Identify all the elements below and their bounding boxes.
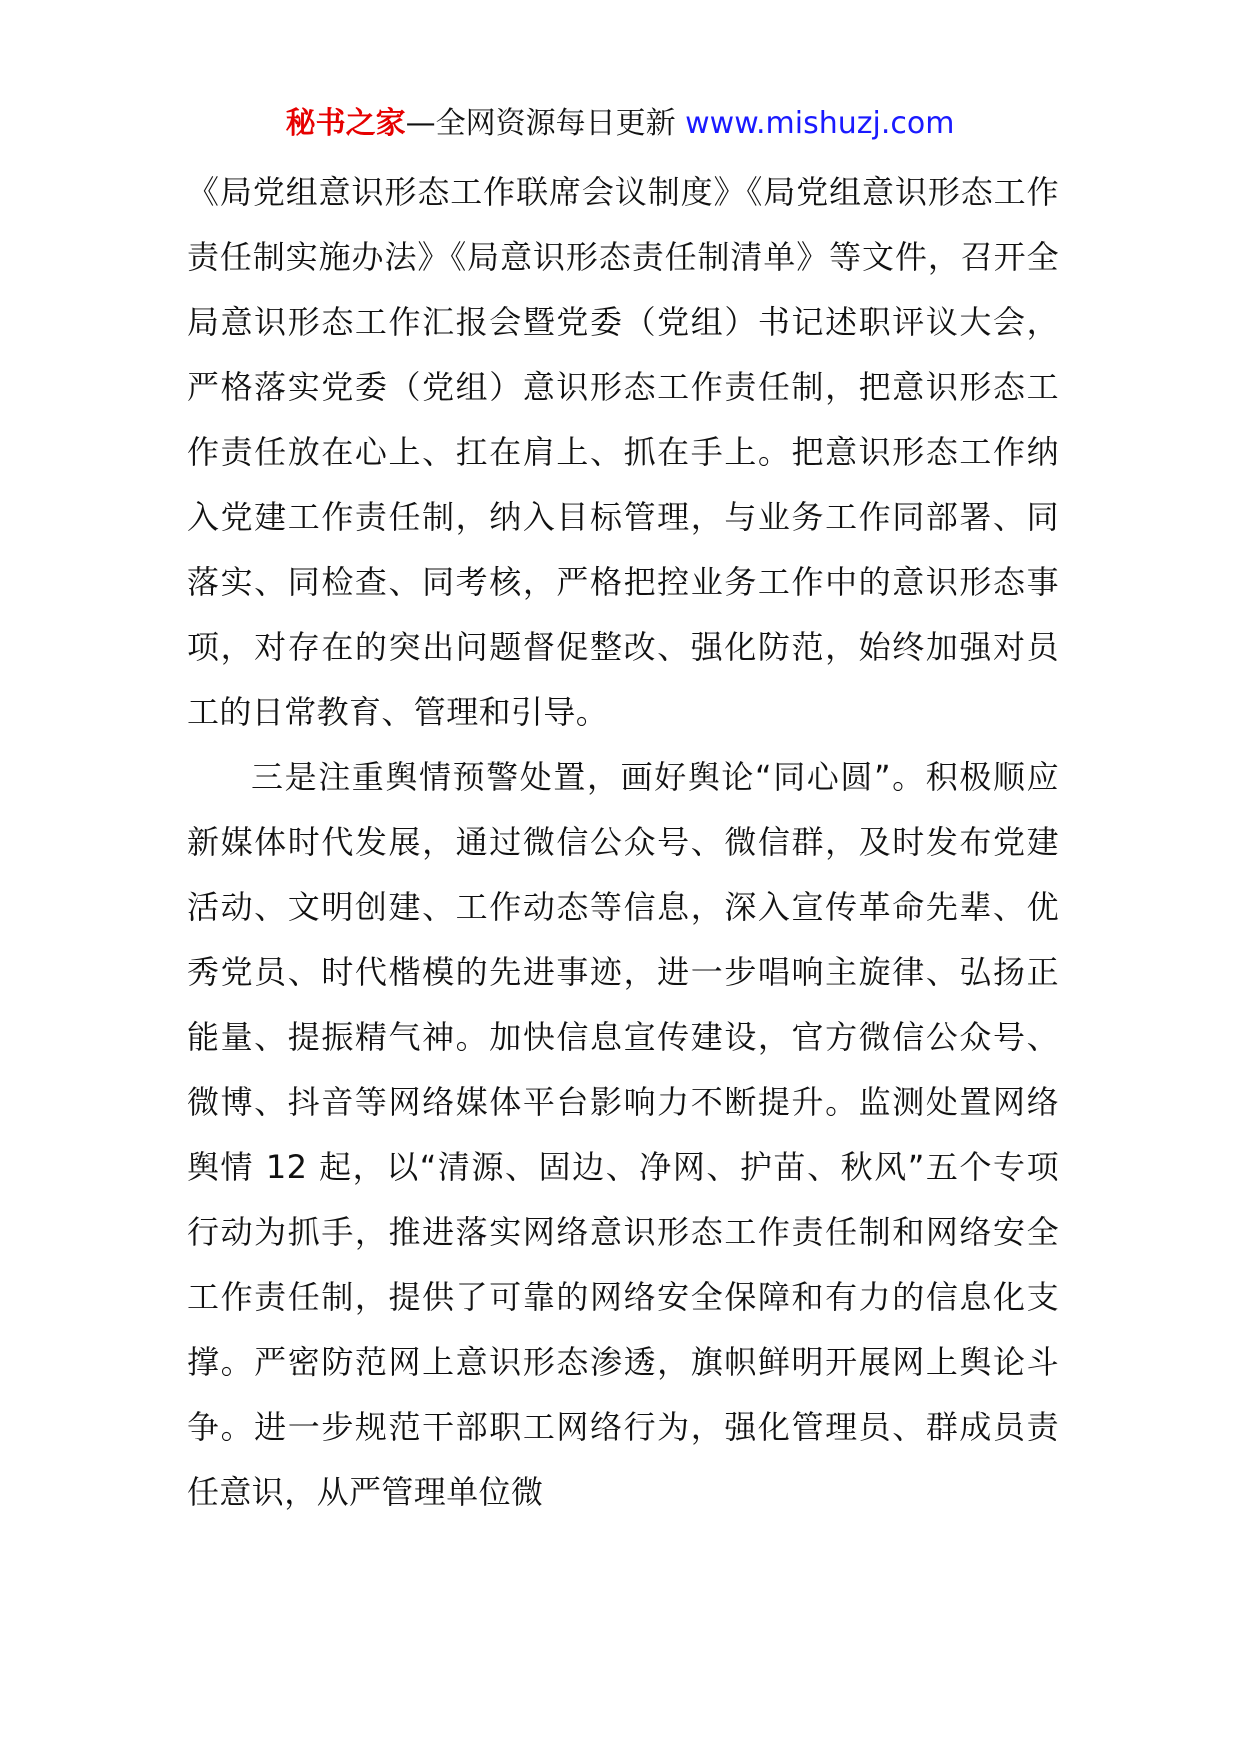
brand-name: 秘书之家	[285, 106, 406, 141]
document-body	[187, 160, 1059, 1525]
header-tagline: —全网资源每日更新	[405, 106, 676, 141]
website-link[interactable]: www.mishuzj.com	[685, 106, 955, 141]
paragraph-continued: 《局党组意识形态工作联席会议制度》《局党组意识形态工作责任制实施办法》《局意识形态责任制清单》等文件，召开全局意识形态工作汇报会暨党委（党组）书记述职评议大会，严格落实党委（党组）意识形态工作责任制，把意识形态工作责任放在心上、扛在肩上、抓在手上。把意识形态工作纳入党建工作责任制，纳入目标管理，与业务工作同部署、同落实、同检查、同考核，严格把控业务工作中的意识形态事项，对存在的突出问题督促整改、强化防范，始终加强对员工的日常教育、管理和引导。	[187, 173, 1059, 731]
paragraph-sentiment-warning: 三是注重舆情预警处置，画好舆论“同心圆”。积极顺应新媒体时代发展，通过微信公众号、微信群，及时发布党建活动、文明创建、工作动态等信息，深入宣传革命先辈、优秀党员、时代楷模的先进事迹，进一步唱响主旋律、弘扬正能量、提振精气神。加快信息宣传建设，官方微信公众号、微博、抖音等网络媒体平台影响力不断提升。监测处置网络舆情 12 起，以“清源、固边、净网、护苗、秋风”五个专项行动为抓手，推进落实网络意识形态工作责任制和网络安全工作责任制，提供了可靠的网络安全保障和有力的信息化支撑。严密防范网上意识形态渗透，旗帜鲜明开展网上舆论斗争。进一步规范干部职工网络行为，强化管理员、群成员责任意识，从严管理单位微	[187, 758, 1059, 1511]
page-header	[0, 104, 1240, 144]
